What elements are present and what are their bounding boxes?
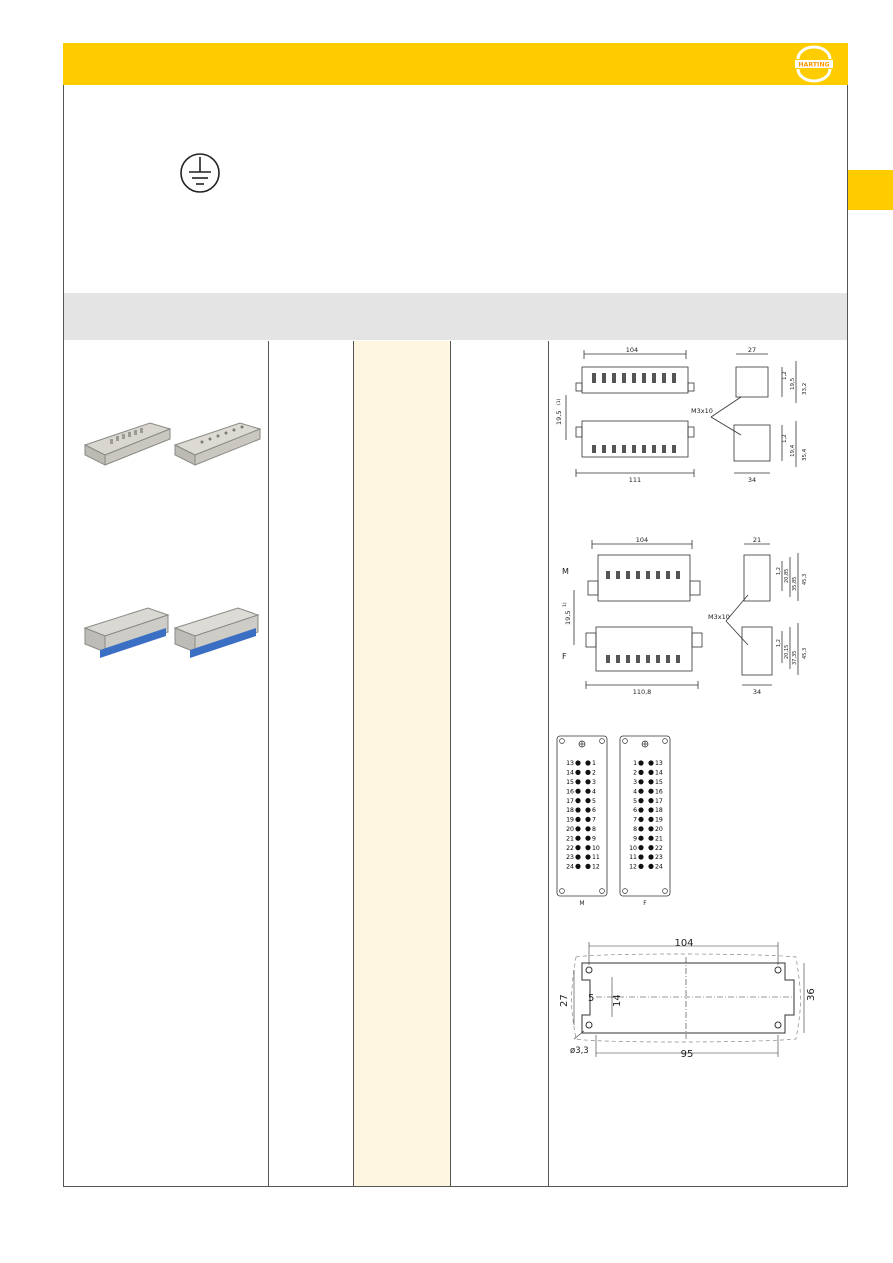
table-header-band	[64, 293, 847, 340]
pin-contact	[638, 864, 643, 869]
svg-text:19,4: 19,4	[790, 444, 796, 457]
pin-number: 12	[592, 863, 600, 871]
product-image-screw-inserts	[80, 415, 265, 470]
svg-text:M: M	[579, 900, 585, 907]
pin-number: 8	[633, 826, 637, 833]
pin-contact	[575, 845, 580, 850]
svg-text:1,2: 1,2	[776, 639, 782, 647]
pin-number: 14	[566, 769, 574, 777]
pin-number: 19	[655, 816, 663, 824]
pin-contact	[648, 826, 653, 831]
pin-contact	[648, 798, 653, 803]
svg-text:33,2: 33,2	[802, 382, 808, 395]
pin-contact	[585, 836, 590, 841]
svg-text:(1): (1)	[557, 398, 562, 405]
pin-contact	[585, 845, 590, 850]
pin-number: 18	[566, 807, 574, 815]
svg-text:F: F	[562, 652, 567, 661]
svg-text:19,5: 19,5	[790, 377, 796, 390]
pin-number: 16	[566, 788, 574, 796]
svg-text:14: 14	[612, 994, 623, 1007]
header-bar	[63, 43, 848, 85]
svg-text:21: 21	[752, 536, 762, 544]
svg-text:45,3: 45,3	[802, 573, 808, 585]
pin-number: 3	[633, 779, 637, 786]
pin-number: 7	[592, 816, 596, 824]
svg-text:M3x10: M3x10	[691, 407, 713, 415]
pin-contact	[585, 779, 590, 784]
pin-number: 2	[592, 769, 596, 777]
svg-text:1,2: 1,2	[776, 567, 782, 575]
pin-number: 1	[592, 760, 596, 768]
svg-text:37,35: 37,35	[792, 650, 798, 665]
pin-number: 17	[566, 797, 574, 805]
column-divider	[548, 341, 549, 1186]
pin-number: 21	[566, 835, 574, 843]
pin-number: 10	[592, 844, 600, 852]
pin-contact	[575, 798, 580, 803]
pin-contact	[638, 817, 643, 822]
pin-number: 23	[655, 854, 663, 862]
svg-text:111: 111	[628, 476, 642, 484]
pin-number: 20	[566, 826, 574, 833]
svg-text:95: 95	[680, 1049, 694, 1060]
pin-contact	[648, 845, 653, 850]
pin-contact	[648, 854, 653, 859]
svg-text:ø3,3: ø3,3	[570, 1046, 589, 1056]
pin-number: 19	[566, 816, 574, 824]
pin-contact	[575, 864, 580, 869]
female-insert-picture	[175, 423, 260, 465]
pin-number: 13	[566, 760, 574, 768]
svg-text:20,15: 20,15	[784, 644, 790, 659]
pin-number: 8	[592, 826, 596, 833]
pin-contact	[638, 807, 643, 812]
svg-text:35,4: 35,4	[802, 448, 808, 461]
pin-contact	[638, 760, 643, 765]
pin-number: 2	[633, 769, 637, 777]
pin-number: 24	[655, 863, 663, 871]
pin-contact	[648, 760, 653, 765]
pin-contact	[648, 864, 653, 869]
pin-number: 16	[655, 788, 663, 796]
svg-text:36: 36	[806, 988, 817, 1001]
pin-contact	[575, 836, 580, 841]
harting-logo	[792, 45, 836, 83]
svg-text:104: 104	[674, 938, 694, 949]
pin-number: 12	[629, 863, 637, 871]
pin-number: 18	[655, 807, 663, 815]
pin-contact	[575, 826, 580, 831]
logo-text: HARTING	[798, 61, 830, 69]
pin-number: 22	[566, 844, 574, 852]
pin-contact	[575, 817, 580, 822]
column-shade	[354, 341, 451, 1186]
protective-earth-icon	[179, 152, 221, 194]
pin-contact	[638, 770, 643, 775]
pin-contact	[575, 760, 580, 765]
pin-contact	[585, 789, 590, 794]
pin-contact	[638, 845, 643, 850]
pin-contact	[585, 864, 590, 869]
pin-number: 6	[592, 807, 596, 815]
pin-contact	[638, 789, 643, 794]
pin-contact	[585, 760, 590, 765]
pin-contact	[648, 807, 653, 812]
pin-contact	[648, 836, 653, 841]
svg-text:5: 5	[588, 993, 595, 1004]
male-insert-picture	[85, 423, 170, 465]
pin-contact	[585, 854, 590, 859]
svg-text:27: 27	[747, 346, 757, 354]
pin-number: 11	[592, 854, 600, 862]
svg-text:45,3: 45,3	[802, 647, 808, 659]
pin-contact	[648, 779, 653, 784]
dimension-drawing-screw	[556, 345, 846, 485]
pin-contact	[585, 817, 590, 822]
svg-text:19,5: 19,5	[564, 610, 572, 625]
svg-text:M: M	[562, 567, 569, 576]
pin-number: 4	[592, 788, 596, 796]
pin-layout-drawing	[556, 735, 671, 907]
pin-contact	[575, 854, 580, 859]
svg-text:34: 34	[747, 476, 757, 484]
pin-number: 6	[633, 807, 637, 815]
pin-number: 1	[633, 760, 637, 768]
pin-number: 15	[566, 779, 574, 786]
male-cage-insert-picture	[85, 608, 168, 658]
panel-cutout-drawing	[556, 935, 821, 1060]
svg-text:27: 27	[559, 994, 570, 1007]
pin-number: 15	[655, 779, 663, 786]
column-divider	[353, 341, 354, 1186]
pin-number: 14	[655, 769, 663, 777]
pin-contact	[638, 854, 643, 859]
pin-number: 21	[655, 835, 663, 843]
pin-contact	[638, 798, 643, 803]
svg-text:1,2: 1,2	[782, 371, 788, 380]
pin-number: 9	[633, 835, 637, 843]
pin-number: 11	[629, 854, 637, 862]
pin-number: 24	[566, 863, 574, 871]
pin-number: 20	[655, 826, 663, 833]
svg-text:104: 104	[635, 536, 649, 544]
column-divider	[450, 341, 451, 1186]
female-cage-insert-picture	[175, 608, 258, 658]
pin-contact	[585, 826, 590, 831]
pin-contact	[575, 789, 580, 794]
svg-text:1): 1)	[563, 602, 568, 607]
pin-contact	[575, 779, 580, 784]
pin-number: 10	[629, 844, 637, 852]
svg-text:104: 104	[625, 346, 639, 354]
pin-contact	[585, 807, 590, 812]
pin-number: 13	[655, 760, 663, 768]
dimension-drawing-cage-clamp	[556, 535, 846, 695]
product-image-cage-clamp-inserts	[80, 600, 265, 670]
pin-number: 9	[592, 835, 596, 843]
pin-contact	[638, 826, 643, 831]
svg-text:35,85: 35,85	[792, 576, 798, 591]
svg-text:110,8: 110,8	[632, 688, 652, 696]
pin-number: 7	[633, 816, 637, 824]
pin-contact	[648, 770, 653, 775]
pin-contact	[638, 836, 643, 841]
svg-text:19,5: 19,5	[555, 410, 563, 425]
pin-contact	[638, 779, 643, 784]
pin-contact	[648, 817, 653, 822]
pin-number: 22	[655, 844, 663, 852]
pin-contact	[585, 770, 590, 775]
pin-contact	[648, 789, 653, 794]
pin-contact	[585, 798, 590, 803]
svg-text:F: F	[643, 900, 647, 907]
svg-text:M3x10: M3x10	[708, 613, 730, 621]
pin-number: 23	[566, 854, 574, 862]
column-divider	[268, 341, 269, 1186]
pin-number: 3	[592, 779, 596, 786]
side-tab-marker	[847, 170, 893, 210]
pin-number: 17	[655, 797, 663, 805]
svg-text:1,2: 1,2	[782, 434, 788, 443]
pin-number: 4	[633, 788, 637, 796]
svg-text:20,85: 20,85	[784, 568, 790, 583]
svg-text:34: 34	[752, 688, 762, 696]
pin-contact	[575, 807, 580, 812]
pin-number: 5	[633, 797, 637, 805]
pin-contact	[575, 770, 580, 775]
pin-number: 5	[592, 797, 596, 805]
